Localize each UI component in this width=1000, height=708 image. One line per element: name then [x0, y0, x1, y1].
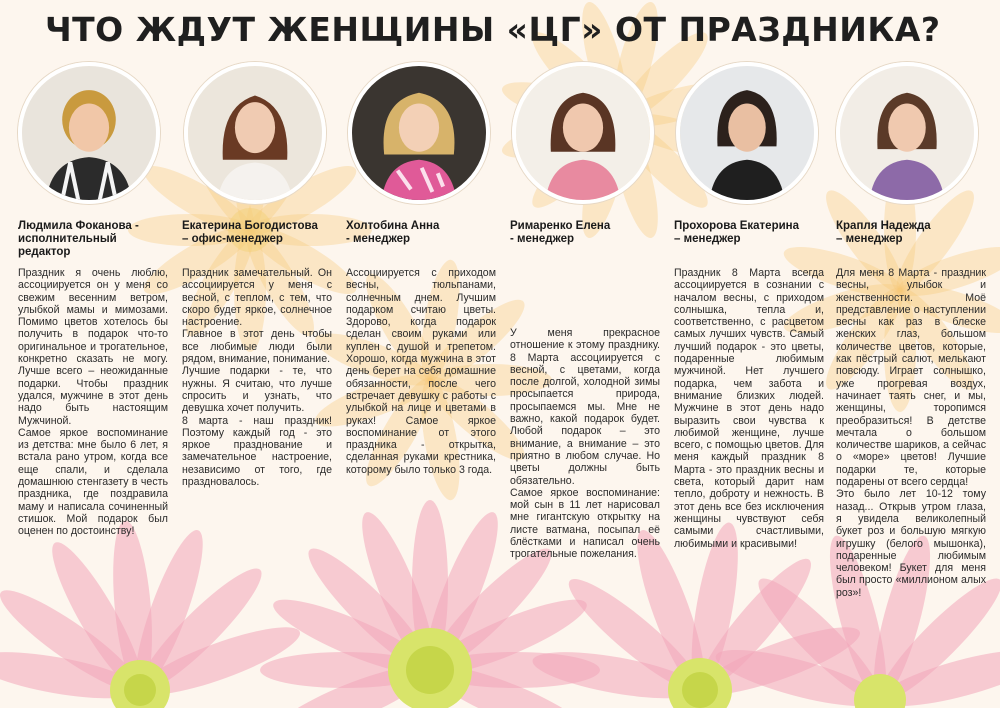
- paragraph: Самое яркое воспоминание: мой сын в 11 лет нарисовал мне гигантскую открытку на листе ватмана, посыпал её блёстками и написал очень трогательные пожелания.: [510, 486, 660, 561]
- person-name: Прохорова Екатерина: [674, 220, 800, 232]
- person-role: – менеджер: [836, 233, 903, 245]
- interview-text: [182, 267, 332, 488]
- paragraph: Праздник я очень люблю, ассоциируется он у меня со свежим весенним ветром, улыбкой мамы и мимозами. Помимо цветов хотелось бы получить в подарок что-то оригинальное и трогательное, конкретно сказать не могу. Лучше всего – неожиданные подарки. Чтобы праздник удался, мужчине в этот день надо быть настоящим Мужчиной.: [18, 267, 168, 427]
- portrait-photo: [512, 62, 654, 204]
- interview-text: [346, 267, 496, 476]
- person-role: – менеджер: [674, 233, 741, 245]
- paragraph: Это было лет 10-12 тому назад... Открыв утром глаза, я увидела великолепный букет роз и большую мягкую игрушку (белого мышонка), подаренные любимым человеком! Букет для меня был просто «миллионом алых роз»!: [836, 488, 986, 599]
- portrait-photo: [184, 62, 326, 204]
- person-role: - менеджер: [346, 233, 410, 245]
- person-caption: [346, 220, 496, 246]
- person-caption: [510, 220, 660, 246]
- person-name: Екатерина Богодистова: [182, 220, 318, 232]
- portrait-photo: [836, 62, 978, 204]
- paragraph: У меня прекрасное отношение к этому празднику. 8 Марта ассоциируется с весной, с цветами, когда после долгой, холодной зимы просыпается природа, просыпаемся мы. Мне не важно, какой подарок будет. Любой подарок – это внимание, а внимание – это приятно в любом случае. Но цветы должны быть обязательно.: [510, 327, 660, 487]
- person-caption: [674, 220, 824, 246]
- person-role: исполнительный редактор: [18, 233, 117, 258]
- person-role: - менеджер: [510, 233, 574, 245]
- person-caption: [182, 220, 332, 246]
- person-caption: [836, 220, 986, 246]
- interview-text: [18, 267, 168, 538]
- interview-text: [674, 267, 824, 550]
- paragraph: Для меня 8 Марта - праздник весны, улыбок и женственности. Моё представление о наступлении весны как раз в блеске женских глаз, большом количестве цветов, которые, как пёстрый салют, мелькают повсюду. Играет солнышко, уже прогревая воздух, начинает таять снег, и мы, женщины, торопимся преобразиться! В детстве мечтала о большом количестве шариков, а сейчас о «море» цветов! Лучшие подарки те, которые подарены от всего сердца!: [836, 267, 986, 489]
- paragraph: 8 марта - наш праздник! Поэтому каждый год - это яркое празднование и замечательное настроение, независимо от того, где праздновалось.: [182, 414, 332, 489]
- person-role: – офис-менеджер: [182, 233, 283, 245]
- portrait-photo: [18, 62, 160, 204]
- person-name: Людмила Фоканова -: [18, 220, 139, 232]
- portrait-photo: [676, 62, 818, 204]
- page-headline: ЧТО ЖДУТ ЖЕНЩИНЫ «ЦГ» ОТ ПРАЗДНИКА?: [45, 10, 941, 49]
- person-name: Римаренко Елена: [510, 220, 611, 232]
- person-name: Холтобина Анна: [346, 220, 440, 232]
- person-name: Крапля Надежда: [836, 220, 931, 232]
- paragraph: Праздник 8 Марта всегда ассоциируется в сознании с началом весны, с приходом солнышка, тепла и, соответственно, с расцветом самых лучших чувств. Самый лучший подарок - это цветы, подаренные любимым мужчиной. Нет лучшего подарка, чем забота и внимание близких людей. Мужчине в этот день надо выразить свои чувства к любимой женщине, лучше всего, с помощью цветов. Для меня каждый праздник 8 Марта - это праздник весны и света, который дарит нам тепло, доброту и нежность. В этот день все без исключения женщины чувствуют себя самыми счастливыми, любимыми и красивыми!: [674, 267, 824, 550]
- interview-text: [836, 267, 986, 599]
- portrait-photo: [348, 62, 490, 204]
- paragraph: Праздник замечательный. Он ассоциируется у меня с весной, с теплом, с тем, что скоро будет яркое, солнечное настроение.: [182, 267, 332, 329]
- paragraph: Главное в этот день чтобы все любимые люди были рядом, внимание, понимание.: [182, 328, 332, 366]
- interview-text: [510, 327, 660, 561]
- paragraph: Лучшие подарки - те, что нужны. Я считаю, что лучше спросить и узнать, что девушка хочет получить.: [182, 365, 332, 415]
- person-caption: [18, 220, 168, 259]
- paragraph: Ассоциируется с приходом весны, тюльпанами, солнечным днем. Лучшим подарком считаю цветы. Здорово, когда подарок сделан своим руками или куплен с душой и трепетом. Хорошо, когда мужчина в этот день берет на себя домашние обязанности, после чего встречает девушку с работы с улыбкой на лице и цветами в руках! Самое яркое воспоминание от этого праздника - открытка, сделанная руками крестника, которому было только 3 года.: [346, 267, 496, 476]
- paragraph: Самое яркое воспоминание из детства: мне было 6 лет, я встала рано утром, когда все еще спали, и сделала домашнюю стенгазету в честь праздника, где поздравила маму и написала сочиненный стишок. Мой подарок был оценен по достоинству!: [18, 426, 168, 538]
